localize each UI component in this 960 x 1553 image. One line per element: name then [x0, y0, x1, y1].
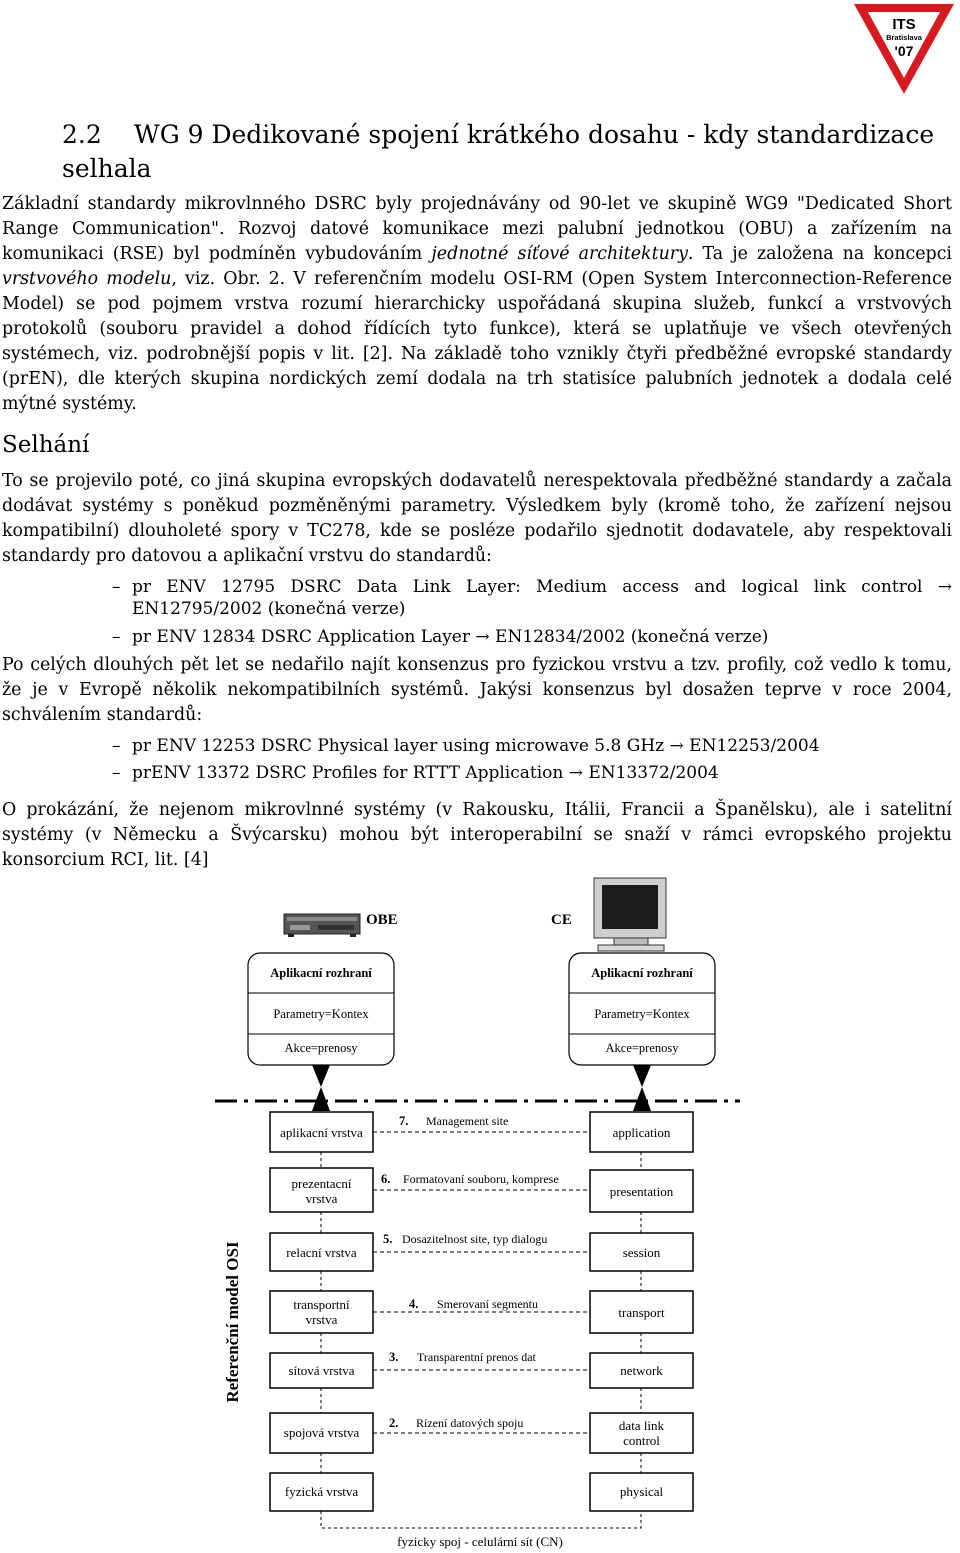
- peer-text: Rízení datových spoju: [416, 1416, 524, 1430]
- peer-num: 6.: [381, 1172, 391, 1186]
- peer-text: Formatovaní souboru, komprese: [403, 1172, 559, 1186]
- peer-num: 5.: [383, 1232, 393, 1246]
- paragraph-failure: To se projevilo poté, co jiná skupina evropských dodavatelů nerespektovala předběžné standardy a začala dodávat systémy s poněkud pozměněnými parametry. Výsledkem byly (kromě toho, že zařízení nejsou kompatibilní) dlouholeté spory v TC278, kde se posléze podařilo sjednotit dodavatele, aby respektovali standardy pro datovou a aplikační vrstvu do standardů:: [2, 471, 952, 566]
- right-layer-stack: [590, 1112, 693, 1511]
- subheading-failure: Selhání: [2, 432, 90, 458]
- paragraph-intro-part2: . Ta je založena na koncepci: [687, 244, 952, 264]
- app-interface-params: Parametry=Kontex: [273, 1007, 369, 1021]
- list-dash: –: [112, 763, 121, 783]
- app-interface-params: Parametry=Kontex: [594, 1007, 690, 1021]
- list-item-text: pr ENV 12253 DSRC Physical layer using microwave 5.8 GHz → EN12253/2004: [132, 736, 820, 756]
- list-item-text: prENV 13372 DSRC Profiles for RTTT Application → EN13372/2004: [132, 763, 719, 783]
- list-dash: –: [112, 577, 121, 597]
- layer-label-line1: data link: [618, 1418, 665, 1433]
- layer-label-line1: prezentacní: [291, 1176, 352, 1191]
- paragraph-intro-part1: Základní standardy mikrovlnného DSRC byly projednávány od 90-let ve skupině WG9 "Dedicated Short Range Communication". Rozvoj datové komunikace mezi palubní jednotkou (OBU) a zařízením na komunikaci (RSE) byl podmíněn vybudováním: [2, 194, 952, 264]
- layer-label: network: [620, 1363, 663, 1378]
- computer-icon: [594, 878, 666, 951]
- peer-text: Transparentní prenos dat: [417, 1350, 536, 1364]
- app-interface-actions: Akce=prenosy: [605, 1041, 679, 1055]
- emphasis-architecture: jednotné síťové architektury: [431, 244, 688, 264]
- layer-label: transport: [618, 1305, 665, 1320]
- emphasis-layer-model: vrstvového modelu: [2, 269, 172, 289]
- paragraph-intro: [2, 192, 952, 417]
- obe-device-icon: [284, 914, 360, 937]
- section-number: 2.2: [62, 120, 102, 149]
- list-item: [112, 762, 952, 784]
- peer-protocol-labels: [381, 1114, 559, 1430]
- peer-text: Dosazitelnost site, typ dialogu: [402, 1232, 548, 1246]
- list-item-text: pr ENV 12834 DSRC Application Layer → EN12834/2002 (konečná verze): [132, 627, 769, 647]
- paragraph-consensus: Po celých dlouhých pět let se nedařilo najít konsenzus pro fyzickou vrstvu a tzv. profily, což vedlo k tomu, že je v Evropě několik nekompatibilních systémů. Jakýsi konsenzus byl dosažen teprve v roce 2004, schválením standardů:: [2, 655, 952, 725]
- interface-connector-right: [633, 1065, 651, 1111]
- layer-label: spojová vrstva: [283, 1425, 360, 1440]
- layer-label-line2: vrstva: [305, 1312, 338, 1327]
- layer-label: fyzická vrstva: [284, 1484, 359, 1499]
- peer-num: 7.: [399, 1114, 409, 1128]
- peer-text: Smerovaní segmentu: [437, 1297, 538, 1311]
- paragraph-interoperability: O prokázání, že nejenom mikrovlnné systémy (v Rakousku, Itálii, Francii a Španělsku), ale i satelitní systémy (v Německu a Švýcarsku) mohou být interoperabilní se snaží v rámci evropského projektu konsorcium RCI, lit. [4]: [2, 800, 952, 870]
- interface-connector-left: [312, 1065, 330, 1111]
- obe-label: OBE: [366, 912, 398, 928]
- layer-label: presentation: [609, 1184, 674, 1199]
- layer-label: relacní vrstva: [286, 1245, 357, 1260]
- physical-link-label: fyzicky spoj - celulární sít (CN): [397, 1534, 563, 1549]
- list-item: [112, 626, 952, 648]
- layer-label: application: [612, 1125, 671, 1140]
- layer-label-line1: transportní: [293, 1297, 350, 1312]
- paragraph-intro-part3: , viz. Obr. 2. V referenčním modelu OSI-RM (Open System Interconnection-Reference Model) se pod pojmem vrstva rozumí hierarchicky uspořádaná skupina služeb, funkcí a vrstvových protokolů (souboru pravidel a dohod řídících tyto funkce), která se uplatňuje ve všech otevřených systémech, viz. podrobnější popis v lit. [2]. Na základě toho vznikly čtyři předběžné evropské standardy (prEN), dle kterých skupina nordických zemí dodala na trh statisíce palubních jednotek a dodala celé mýtné systémy.: [2, 269, 953, 414]
- section-title: WG 9 Dedikované spojení krátkého dosahu - kdy standardizace selhala: [62, 120, 935, 183]
- left-layer-stack: [270, 1112, 373, 1511]
- peer-num: 4.: [409, 1297, 419, 1311]
- logo-year-text: '07: [894, 43, 914, 59]
- osi-model-diagram: [0, 870, 960, 1553]
- peer-num: 2.: [389, 1416, 399, 1430]
- osi-reference-label: Referenční model OSI: [223, 1241, 242, 1403]
- layer-label: physical: [619, 1484, 664, 1499]
- app-interface-title: Aplikacní rozhraní: [591, 966, 693, 980]
- layer-label: session: [622, 1245, 661, 1260]
- app-interface-actions: Akce=prenosy: [284, 1041, 358, 1055]
- peer-text: Management site: [426, 1114, 509, 1128]
- ce-label: CE: [551, 912, 572, 928]
- layer-label: aplikacní vrstva: [280, 1125, 363, 1140]
- logo-city-text: Bratislava: [886, 33, 922, 42]
- list-dash: –: [112, 736, 121, 756]
- list-item: [112, 735, 952, 757]
- list-item-text: pr ENV 12795 DSRC Data Link Layer: Medium access and logical link control → EN12795/2002 (konečná verze): [132, 577, 952, 619]
- app-interface-title: Aplikacní rozhraní: [270, 966, 372, 980]
- layer-label-line2: control: [623, 1433, 660, 1448]
- section-heading: [62, 118, 942, 186]
- logo-its-text: ITS: [892, 16, 916, 33]
- list-item: [112, 576, 952, 620]
- peer-num: 3.: [389, 1350, 399, 1364]
- list-dash: –: [112, 627, 121, 647]
- its-bratislava-logo: [852, 2, 956, 96]
- physical-link-line: [321, 1511, 641, 1528]
- layer-label-line2: vrstva: [305, 1191, 338, 1206]
- layer-label: sítová vrstva: [288, 1363, 355, 1378]
